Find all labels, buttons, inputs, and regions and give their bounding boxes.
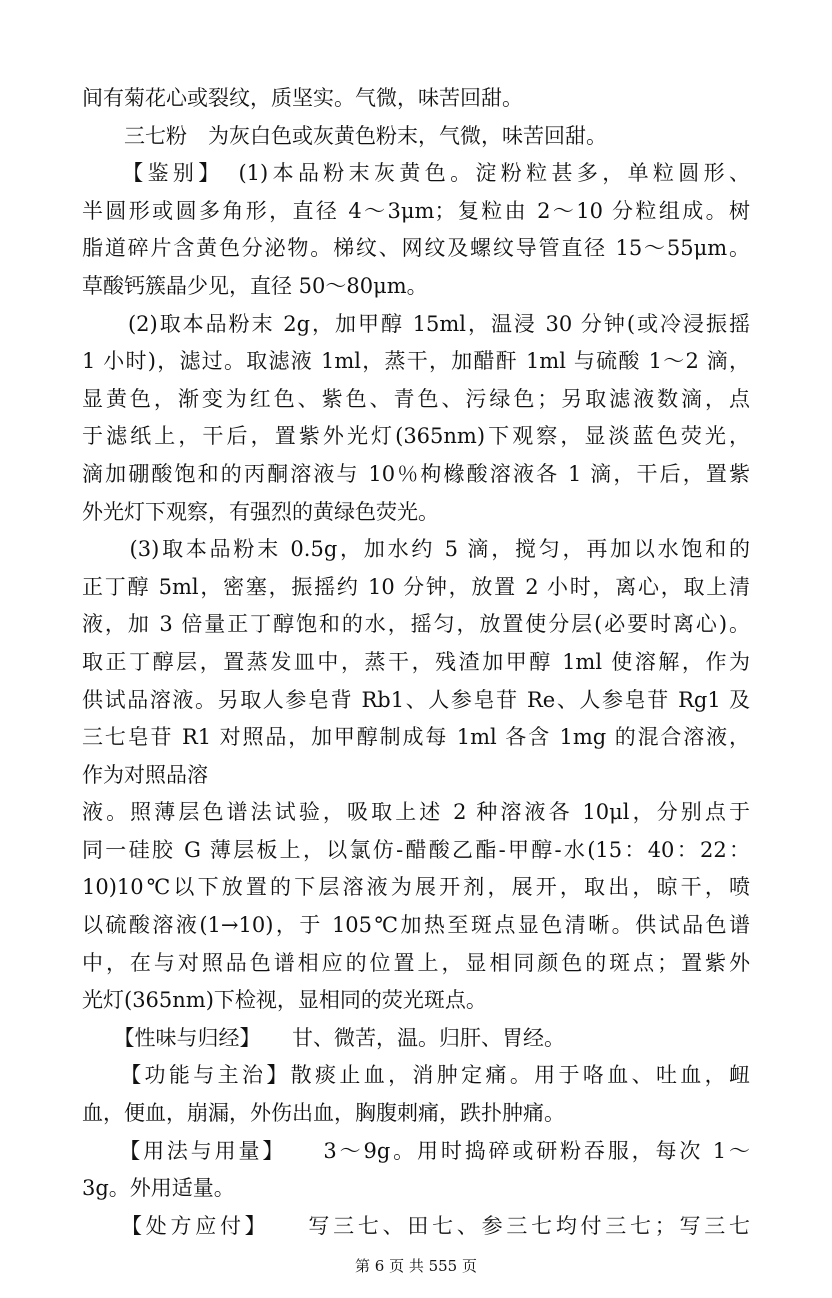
text-line: 【鉴别】 (1)本品粉末灰黄色。淀粉粒甚多，单粒圆形、 <box>82 161 750 186</box>
text-line: 【功能与主治】散痰止血，消肿定痛。用于咯血、吐血，衄 <box>82 1063 750 1088</box>
text-line: 【用法与用量】 3～9g。用时捣碎或研粉吞服，每次 1～ <box>82 1138 750 1163</box>
text-line: 中，在与对照品色谱相应的位置上，显相同颜色的斑点；置紫外 <box>82 950 750 975</box>
text-line: 作为对照品溶 <box>82 762 208 787</box>
text-line: 光灯(365nm)下检视，显相同的荧光斑点。 <box>82 988 487 1013</box>
text-line: (2)取本品粉末 2g，加甲醇 15ml，温浸 30 分钟(或冷浸振摇 <box>82 311 750 336</box>
text-line: 于滤纸上，干后，置紫外光灯(365nm)下观察，显淡蓝色荧光， <box>82 424 750 449</box>
text-line: 草酸钙簇晶少见，直径 50～80μm。 <box>82 273 428 298</box>
text-line: 供试品溶液。另取人参皂背 Rb1、人参皂苷 Re、人参皂苷 Rg1 及 <box>82 687 750 712</box>
text-line: 三七粉 为灰白色或灰黄色粉末，气微，味苦回甜。 <box>82 123 607 148</box>
text-line: 血，便血，崩漏，外伤出血，胸腹刺痛，跌扑肿痛。 <box>82 1101 565 1126</box>
text-line: 显黄色，渐变为红色、紫色、青色、污绿色；另取滤液数滴，点 <box>82 386 750 411</box>
text-line: 以硫酸溶液(1→10)，于 105℃加热至斑点显色清晰。供试品色谱 <box>82 913 750 938</box>
text-line: 正丁醇 5ml，密塞，振摇约 10 分钟，放置 2 小时，离心，取上清 <box>82 574 750 599</box>
text-line: 三七皂苷 R1 对照品，加甲醇制成每 1ml 各含 1mg 的混合溶液， <box>82 725 750 750</box>
text-line: 10)10℃以下放置的下层溶液为展开剂，展开，取出，晾干，喷 <box>82 875 750 900</box>
page-footer: 第 6 页 共 555 页 <box>354 1257 477 1275</box>
text-line: 间有菊花心或裂纹，质坚实。气微，味苦回甜。 <box>82 86 523 110</box>
text-line: 外光灯下观察，有强烈的黄绿色荧光。 <box>82 499 439 524</box>
text-line: 3g。外用适量。 <box>82 1176 235 1201</box>
text-line: 【处方应付】 写三七、田七、参三七均付三七；写三七 <box>82 1213 750 1238</box>
text-line: 同一硅胶 G 薄层板上，以氯仿-醋酸乙酯-甲醇-水(15：40：22： <box>82 837 750 862</box>
text-line: 【性味与归经】 甘、微苦，温。归肝、胃经。 <box>82 1025 565 1050</box>
text-line: 液，加 3 倍量正丁醇饱和的水，摇匀，放置使分层(必要时离心)。 <box>82 612 750 637</box>
text-line: 取正丁醇层，置蒸发皿中，蒸干，残渣加甲醇 1ml 使溶解，作为 <box>82 649 750 674</box>
text-line: 脂道碎片含黄色分泌物。梯纹、网纹及螺纹导管直径 15～55μm。 <box>82 236 750 261</box>
text-line: (3)取本品粉末 0.5g，加水约 5 滴，搅匀，再加以水饱和的 <box>82 537 750 562</box>
text-line: 滴加硼酸饱和的丙酮溶液与 10％枸橼酸溶液各 1 滴，干后，置紫 <box>82 461 750 486</box>
body-text <box>82 80 750 1245</box>
text-line: 1 小时)，滤过。取滤液 1ml，蒸干，加醋酐 1ml 与硫酸 1～2 滴， <box>82 349 750 374</box>
text-line: 液。照薄层色谱法试验，吸取上述 2 种溶液各 10μl，分别点于 <box>82 800 750 825</box>
text-line: 半圆形或圆多角形，直径 4～3μm；复粒由 2～10 分粒组成。树 <box>82 198 750 223</box>
